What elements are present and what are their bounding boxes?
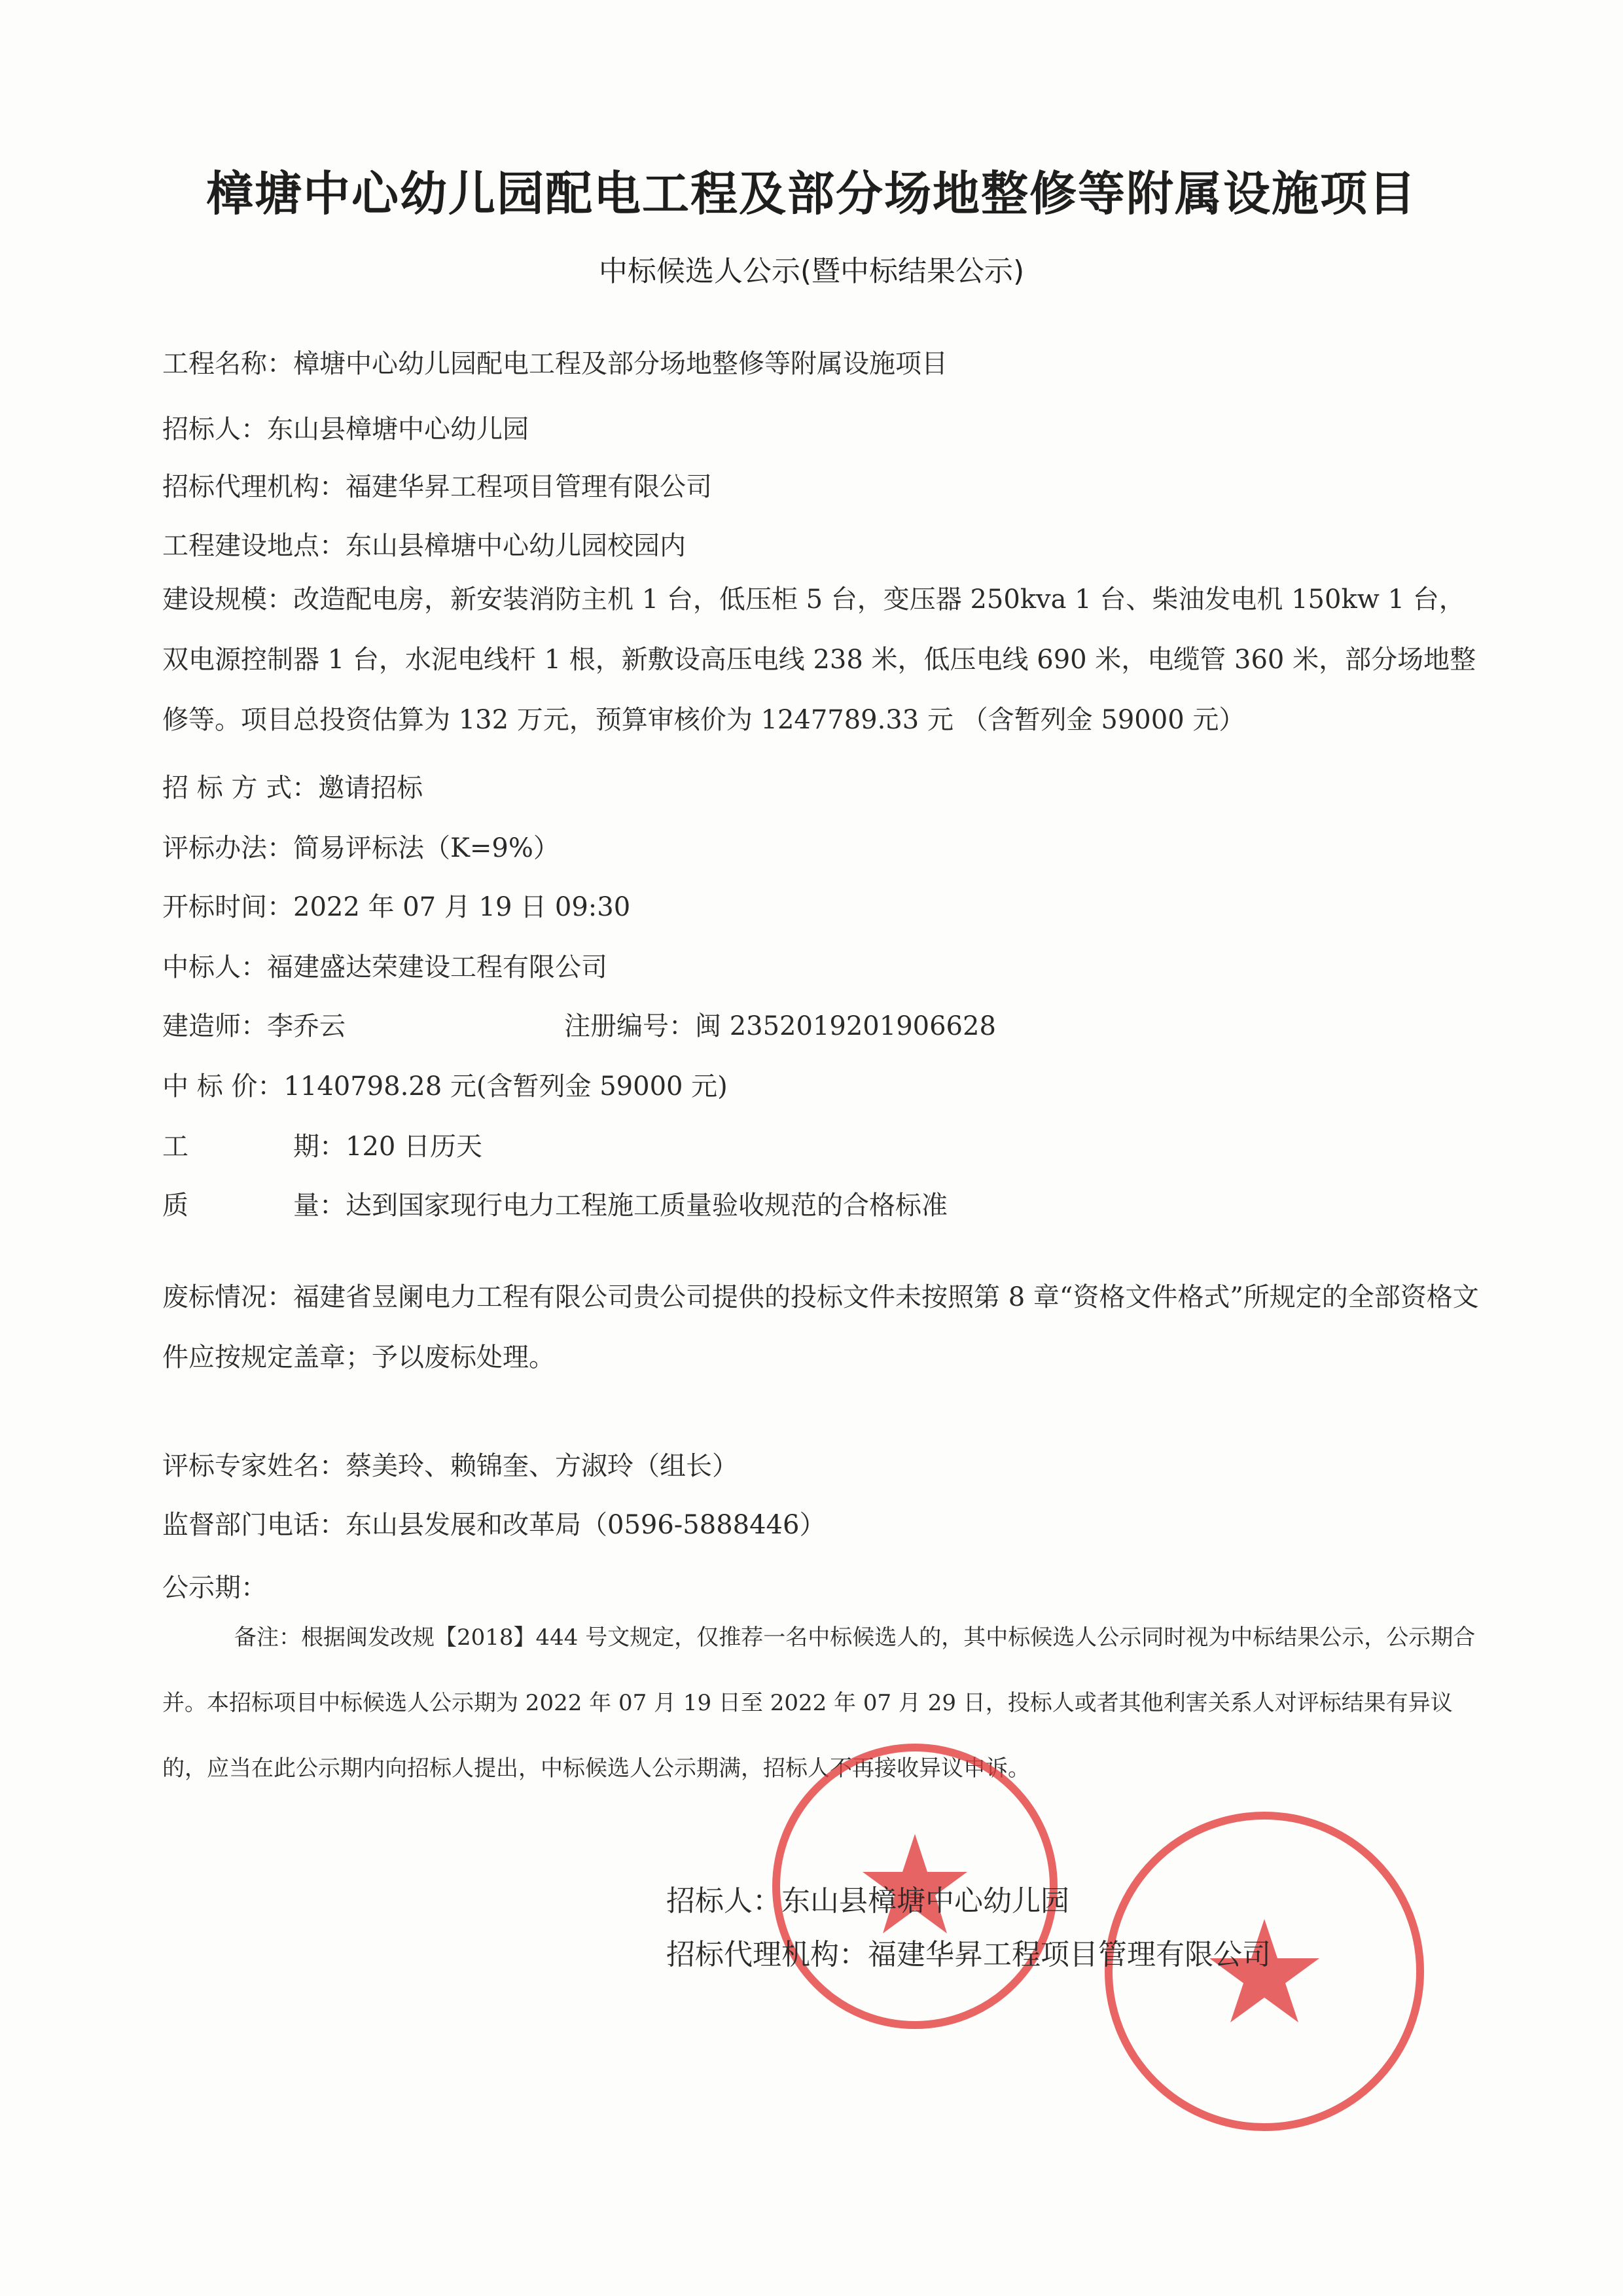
signature-agency: 招标代理机构：福建华昇工程项目管理有限公司 <box>666 1938 1271 1971</box>
constructor-name: 建造师：李乔云 <box>162 1011 346 1041</box>
evaluation-method: 评标办法：简易评标法（K=9%） <box>162 833 560 863</box>
construction-scale: 建设规模：改造配电房，新安装消防主机 1 台，低压柜 5 台，变压器 250kva 1 台、柴油发电机 150kw 1 台，双电源控制器 1 台，水泥电线杆 1 根，新敷设高压电线 238 米，低压电线 690 米，电缆管 360 米，部分场地整修等。项目总投资估算为 132 万元，预算审核价为 1247789.33 元 （含暂列金 59000 元） <box>162 584 1476 735</box>
quality-standard: 量：达到国家现行电力工程施工质量验收规范的合格标准 <box>293 1191 948 1221</box>
opening-time: 开标时间：2022 年 07 月 19 日 09:30 <box>162 892 631 922</box>
expert-names: 评标专家姓名：蔡美玲、赖锦奎、方淑玲（组长） <box>162 1451 738 1481</box>
signature-tenderer: 招标人：东山县樟塘中心幼儿园 <box>666 1884 1069 1918</box>
tender-agency: 招标代理机构：福建华昇工程项目管理有限公司 <box>162 472 712 502</box>
remark-text: 备注：根据闽发改规【2018】444 号文规定，仅推荐一名中标候选人的，其中标候选人公示同时视为中标结果公示，公示期合并。本招标项目中标候选人公示期为 2022 年 07 月 19 日至 2022 年 07 月 29 日，投标人或者其他利害关系人对评标结果有异议的，应当在此公示期内向招标人提出，中标候选人公示期满，招标人不再接收异议申诉。 <box>162 1624 1476 1782</box>
notice-period-label: 公示期： <box>162 1573 267 1603</box>
period-label: 工 <box>162 1132 188 1162</box>
quality-label: 质 <box>162 1191 188 1221</box>
supervision-phone: 监督部门电话：东山县发展和改革局（0596-5888446） <box>162 1510 826 1540</box>
document-title: 樟塘中心幼儿园配电工程及部分场地整修等附属设施项目 <box>205 166 1417 221</box>
winning-bidder: 中标人：福建盛达荣建设工程有限公司 <box>162 952 607 982</box>
document-subtitle: 中标候选人公示(暨中标结果公示) <box>598 255 1025 288</box>
project-name: 工程名称：樟塘中心幼儿园配电工程及部分场地整修等附属设施项目 <box>162 349 948 379</box>
construction-location: 工程建设地点：东山县樟塘中心幼儿园校园内 <box>162 531 686 561</box>
winning-price: 中 标 价：1140798.28 元(含暂列金 59000 元) <box>162 1071 728 1102</box>
registration-number: 注册编号：闽 2352019201906628 <box>564 1011 996 1041</box>
tenderer: 招标人：东山县樟塘中心幼儿园 <box>162 414 529 444</box>
rejection-info: 废标情况：福建省昱阑电力工程有限公司贵公司提供的投标文件未按照第 8 章“资格文件格式”所规定的全部资格文件应按规定盖章；予以废标处理。 <box>162 1282 1479 1372</box>
construction-period: 期：120 日历天 <box>293 1132 483 1162</box>
tender-method: 招 标 方 式：邀请招标 <box>162 773 423 803</box>
